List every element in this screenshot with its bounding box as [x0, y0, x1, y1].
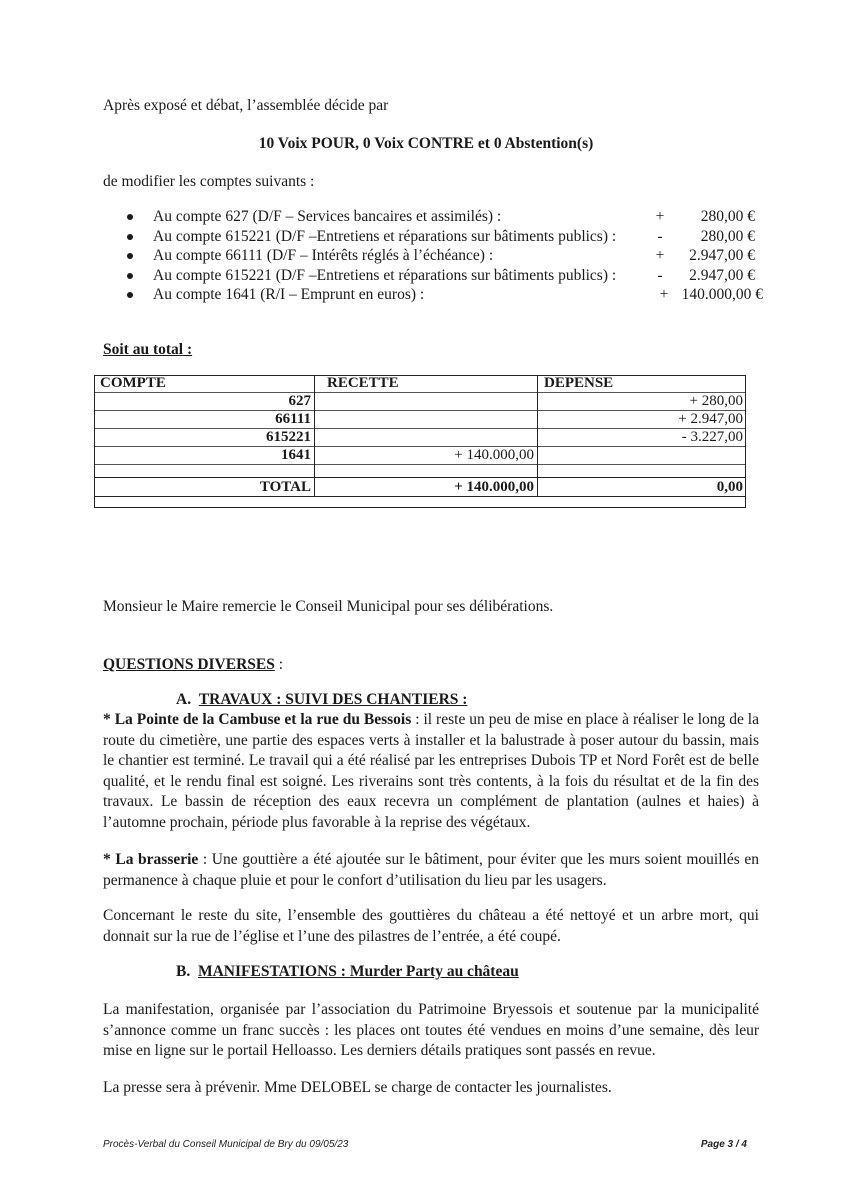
- bullet-icon: [127, 253, 133, 259]
- brasserie-text: : Une gouttière a été ajoutée sur le bâtiment, pour éviter que les murs soient mouillés en permanence à chaque pluie et pour le confort d’utilisation du lieu par les usagers.: [103, 851, 759, 889]
- brasserie-paragraph: [103, 850, 759, 891]
- total-label: TOTAL: [94, 478, 315, 497]
- bullet-icon: [127, 292, 133, 298]
- account-label: Au compte 615221 (D/F –Entretiens et réparations sur bâtiments publics) :: [153, 227, 617, 245]
- total-depense: 0,00: [538, 478, 747, 497]
- manif-paragraph: La manifestation, organisée par l’association du Patrimoine Bryessois et soutenue par la municipalité s’annonce comme un franc succès : les places ont toutes été vendues en moins d’une semaine, dès leur mise en ligne sur le portail Helloasso. Les derniers détails pratiques sont passés en revue.: [103, 1001, 759, 1059]
- header-compte: COMPTE: [94, 375, 315, 393]
- table-row-empty: [94, 465, 746, 478]
- table-row: [94, 411, 746, 429]
- account-label: Au compte 627 (D/F – Services bancaires et assimilés) :: [153, 208, 502, 225]
- cell-depense: [538, 447, 747, 465]
- list-item: [103, 227, 763, 247]
- amount-value: 280,00 €: [700, 227, 755, 245]
- cell-compte: 1641: [94, 447, 315, 465]
- amount-value: 2.947,00 €: [689, 247, 755, 264]
- cell-empty: [538, 465, 747, 478]
- page-number: Page 3 / 4: [700, 1139, 747, 1150]
- vote-result: 10 Voix POUR, 0 Voix CONTRE et 0 Abstention(s): [258, 135, 594, 152]
- amount-sign: -: [657, 227, 663, 245]
- intro-text: Après exposé et débat, l’assemblée décide par: [103, 97, 389, 114]
- table-row: [94, 447, 746, 465]
- brasserie-lead: * La brasserie: [103, 851, 199, 868]
- cell-depense: + 280,00: [538, 393, 747, 411]
- questions-heading: [103, 655, 283, 675]
- amount-value: 280,00 €: [700, 208, 755, 225]
- modify-text: de modifier les comptes suivants :: [103, 173, 315, 190]
- section-b-heading: [176, 962, 519, 982]
- questions-heading-colon: :: [274, 656, 284, 673]
- account-changes-list: [103, 207, 763, 305]
- account-label: Au compte 66111 (D/F – Intérêts réglés à l’échéance) :: [153, 247, 494, 264]
- questions-heading-label: QUESTIONS DIVERSES: [103, 656, 275, 673]
- thanks-text: Monsieur le Maire remercie le Conseil Municipal pour ses délibérations.: [103, 598, 554, 615]
- total-recette: + 140.000,00: [315, 478, 538, 497]
- footer-title: Procès-Verbal du Conseil Municipal de Bry du 09/05/23: [103, 1139, 349, 1150]
- table-row: [94, 393, 746, 411]
- amount-value: 140.000,00 €: [681, 286, 763, 303]
- cell-recette: + 140.000,00: [315, 447, 538, 465]
- amount-value: 2.947,00 €: [689, 266, 755, 284]
- account-label: Au compte 1641 (R/I – Emprunt en euros) :: [153, 286, 425, 303]
- amount-sign: +: [655, 247, 665, 264]
- cell-recette: [315, 429, 538, 447]
- cell-depense: - 3.227,00: [538, 429, 747, 447]
- cell-empty: [94, 465, 315, 478]
- presse-paragraph: La presse sera à prévenir. Mme DELOBEL se charge de contacter les journalistes.: [103, 1079, 612, 1096]
- section-a-letter: A.: [176, 691, 192, 708]
- pointe-lead: * La Pointe de la Cambuse et la rue du Bessois: [103, 711, 412, 728]
- bullet-icon: [127, 214, 133, 220]
- accounts-table: [94, 375, 746, 497]
- amount-sign: +: [659, 286, 669, 303]
- account-label: Au compte 615221 (D/F –Entretiens et réparations sur bâtiments publics) :: [153, 266, 617, 284]
- list-item: [103, 285, 763, 305]
- table-total-row: [94, 478, 746, 497]
- section-b-letter: B.: [176, 963, 191, 980]
- list-item: [103, 246, 763, 266]
- section-a-title: TRAVAUX : SUIVI DES CHANTIERS :: [198, 691, 468, 708]
- amount-sign: +: [655, 208, 665, 225]
- table-header: [94, 375, 746, 393]
- section-a-heading: [176, 690, 467, 710]
- amount-sign: -: [657, 266, 663, 284]
- cell-recette: [315, 393, 538, 411]
- header-depense: DEPENSE: [544, 375, 614, 391]
- bullet-icon: [127, 273, 133, 279]
- cell-empty: [315, 465, 538, 478]
- reste-paragraph: Concernant le reste du site, l’ensemble des gouttières du château a été nettoyé et un arbre mort, qui donnait sur la rue de l’église et l’une des pilastres de l’entrée, a été coupé.: [103, 907, 759, 945]
- header-recette: RECETTE: [315, 375, 538, 393]
- bullet-icon: [127, 234, 133, 240]
- total-heading: Soit au total :: [103, 341, 193, 358]
- list-item: [103, 266, 763, 286]
- cell-depense: + 2.947,00: [538, 411, 747, 429]
- list-item: [103, 207, 763, 227]
- section-b-title: MANIFESTATIONS : Murder Party au château: [197, 963, 519, 980]
- cell-recette: [315, 411, 538, 429]
- cell-compte: 615221: [94, 429, 315, 447]
- pointe-paragraph: [103, 710, 759, 833]
- pointe-text: : il reste un peu de mise en place à réaliser le long de la route du cimetière, une partie des espaces verts à installer et la balustrade à poser autour du bassin, mais le chantier est terminé. Le travail qui a été réalisé par les entreprises Dubois TP et Nord Forêt est de belle qualité, et le rendu final est soigné. Les riverains sont très contents, à la fois du résultat et de la fin des travaux. Le bassin de réception des eaux recevra un complément de plantation (aulnes et haies) à l’automne prochain, période plus favorable à la reprise des végétaux.: [103, 711, 759, 831]
- cell-compte: 627: [94, 393, 315, 411]
- table-row: [94, 429, 746, 447]
- cell-compte: 66111: [94, 411, 315, 429]
